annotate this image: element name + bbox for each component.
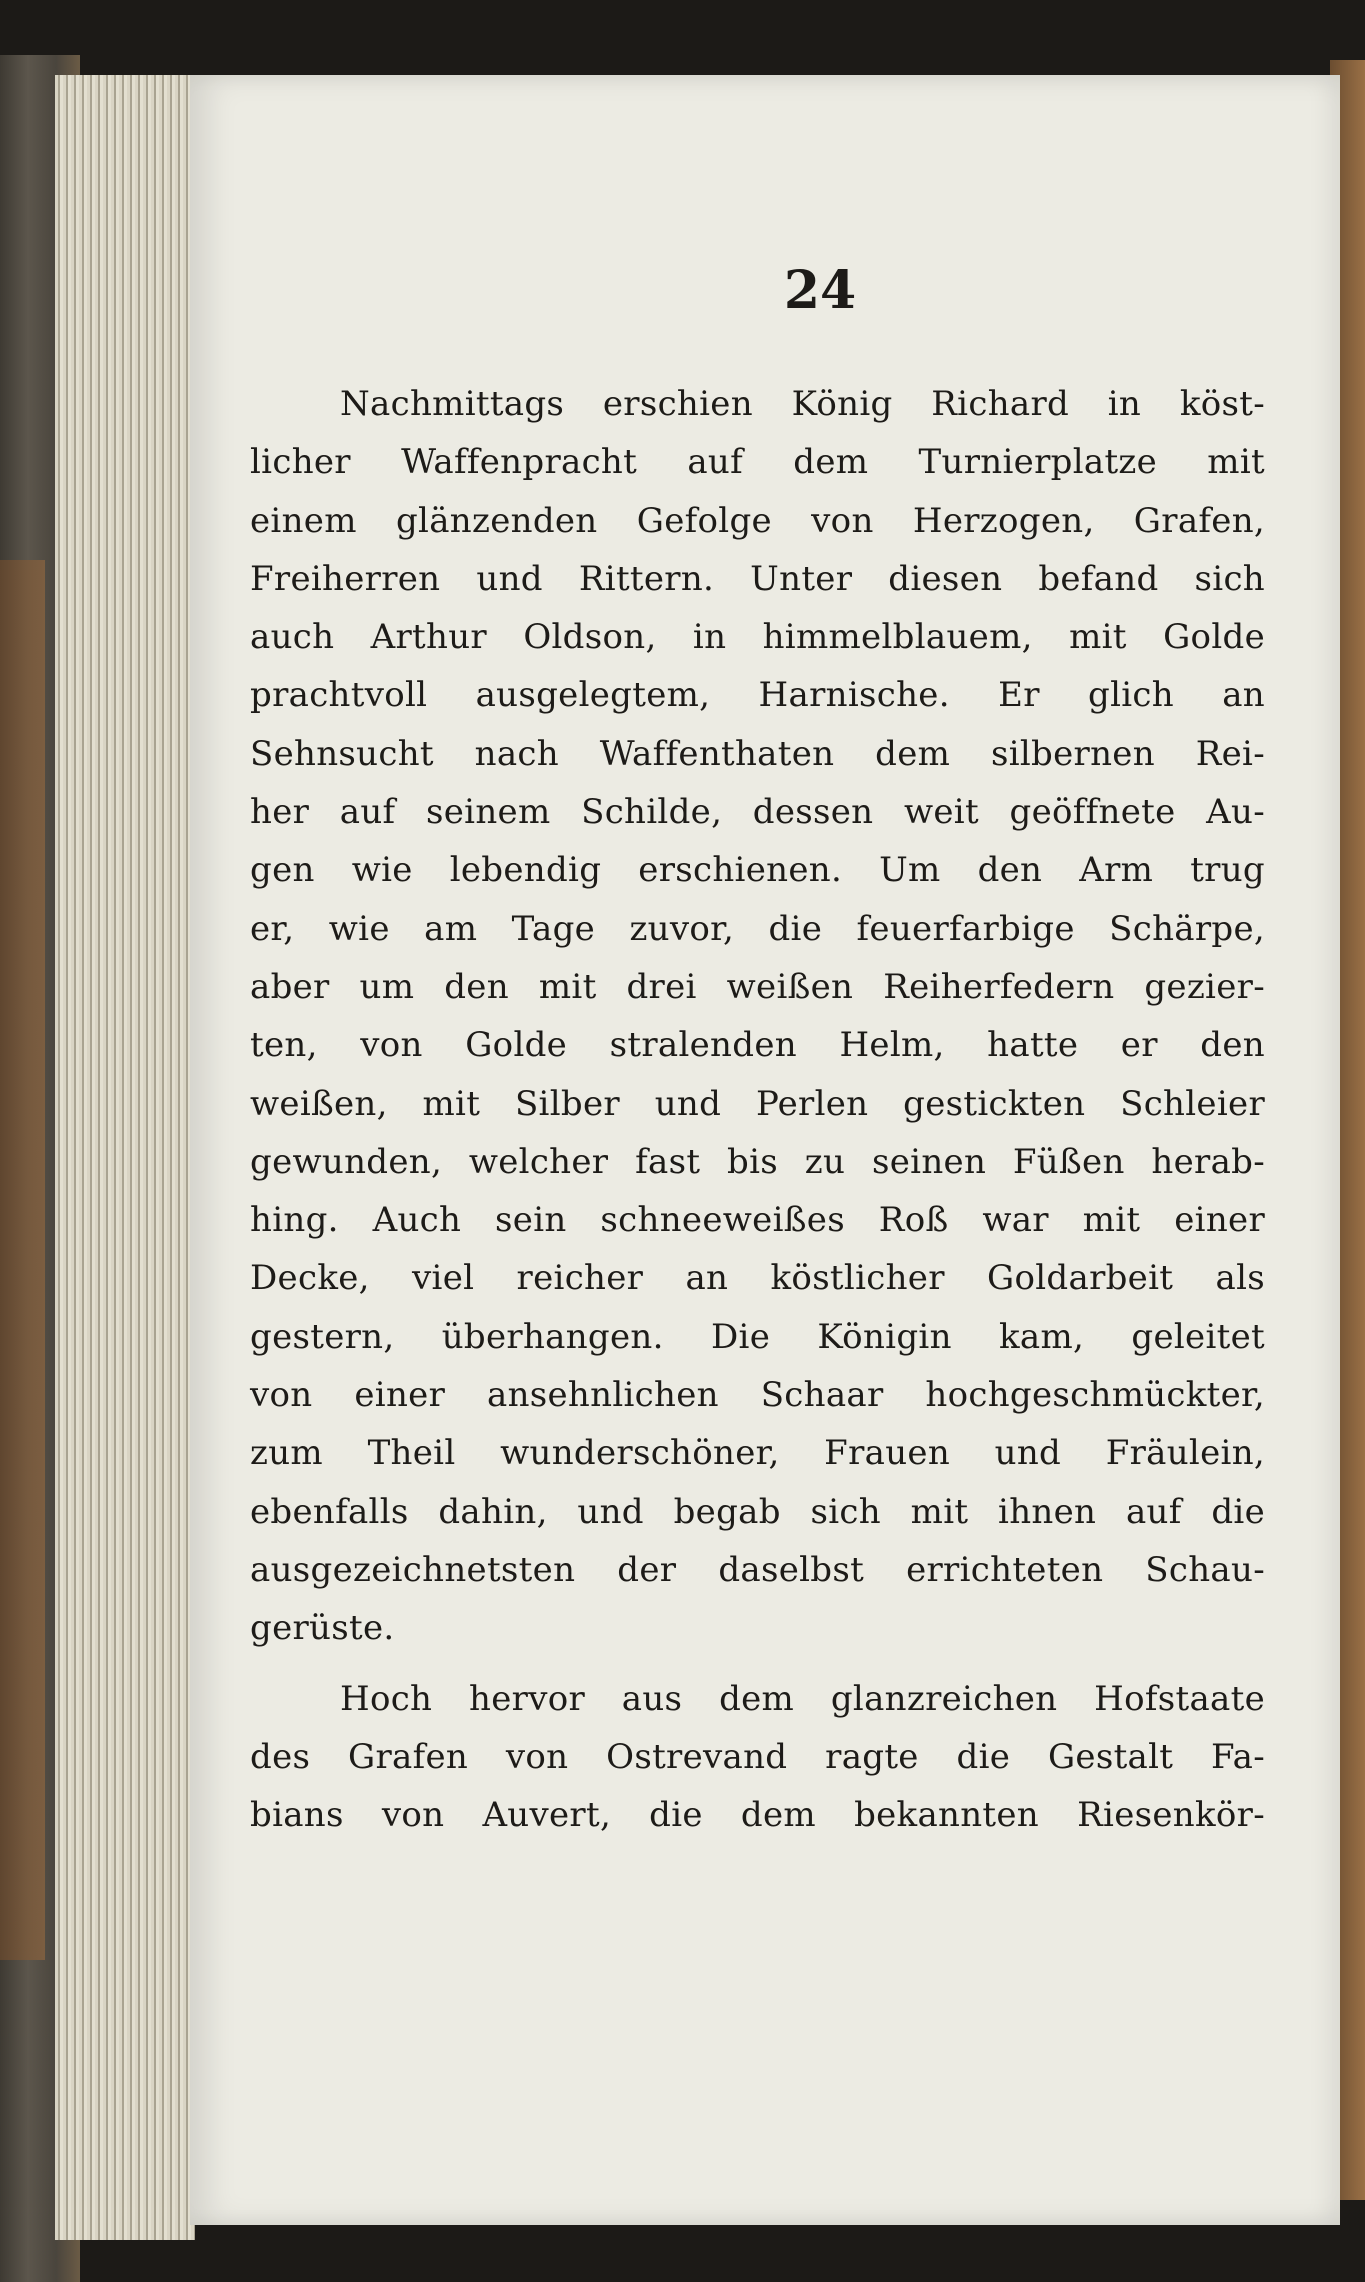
text-line: auch Arthur Oldson, in himmelblauem, mit Golde xyxy=(250,617,1265,658)
text-line: ten, von Golde stralenden Helm, hatte er den xyxy=(250,1025,1265,1066)
text-line: einem glänzenden Gefolge von Herzogen, Grafen, xyxy=(250,500,1265,541)
text-line: zum Theil wunderschöner, Frauen und Fräulein, xyxy=(250,1433,1265,1474)
text-line: licher Waffenpracht auf dem Turnierplatze mit xyxy=(250,442,1265,483)
text-line: ausgezeichnetsten der daselbst errichteten Schau- xyxy=(250,1549,1265,1590)
text-line: des Grafen von Ostrevand ragte die Gestalt Fa- xyxy=(250,1736,1265,1777)
text-line: gerüste. xyxy=(250,1608,395,1649)
text-line: Decke, viel reicher an köstlicher Goldarbeit als xyxy=(250,1258,1265,1299)
text-line: Freiherren und Rittern. Unter diesen befand sich xyxy=(250,558,1265,599)
page-number: 24 xyxy=(783,260,857,321)
text-line: aber um den mit drei weißen Reiherfedern gezier- xyxy=(250,966,1265,1007)
text-line: er, wie am Tage zuvor, die feuerfarbige Schärpe, xyxy=(250,908,1265,949)
text-line: von einer ansehnlichen Schaar hochgeschmückter, xyxy=(250,1375,1265,1416)
text-line: hing. Auch sein schneeweißes Roß war mit einer xyxy=(250,1200,1265,1241)
paragraph-2 xyxy=(250,1670,1265,1845)
text-line: weißen, mit Silber und Perlen gestickten Schleier xyxy=(250,1083,1265,1124)
text-line: gewunden, welcher fast bis zu seinen Füßen herab- xyxy=(250,1141,1265,1182)
text-line: prachtvoll ausgelegtem, Harnische. Er glich an xyxy=(250,675,1265,716)
text-line: ebenfalls dahin, und begab sich mit ihnen auf die xyxy=(250,1491,1265,1532)
text-line: gen wie lebendig erschienen. Um den Arm trug xyxy=(250,850,1265,891)
paragraph-gap xyxy=(250,1658,1265,1670)
text-line: gestern, überhangen. Die Königin kam, geleitet xyxy=(250,1316,1265,1357)
page-edges xyxy=(55,75,195,2240)
leather-cover-left xyxy=(0,560,45,1960)
text-line: Sehnsucht nach Waffenthaten dem silbernen Rei- xyxy=(250,733,1265,774)
paragraph-1 xyxy=(250,375,1265,1658)
text-line: Hoch hervor aus dem glanzreichen Hofstaate xyxy=(340,1678,1265,1719)
text-line: bians von Auvert, die dem bekannten Riesenkör- xyxy=(250,1795,1265,1836)
text-line: Nachmittags erschien König Richard in köst- xyxy=(340,384,1265,424)
body-text xyxy=(250,375,1265,1844)
text-line: her auf seinem Schilde, dessen weit geöffnete Au- xyxy=(250,792,1265,833)
